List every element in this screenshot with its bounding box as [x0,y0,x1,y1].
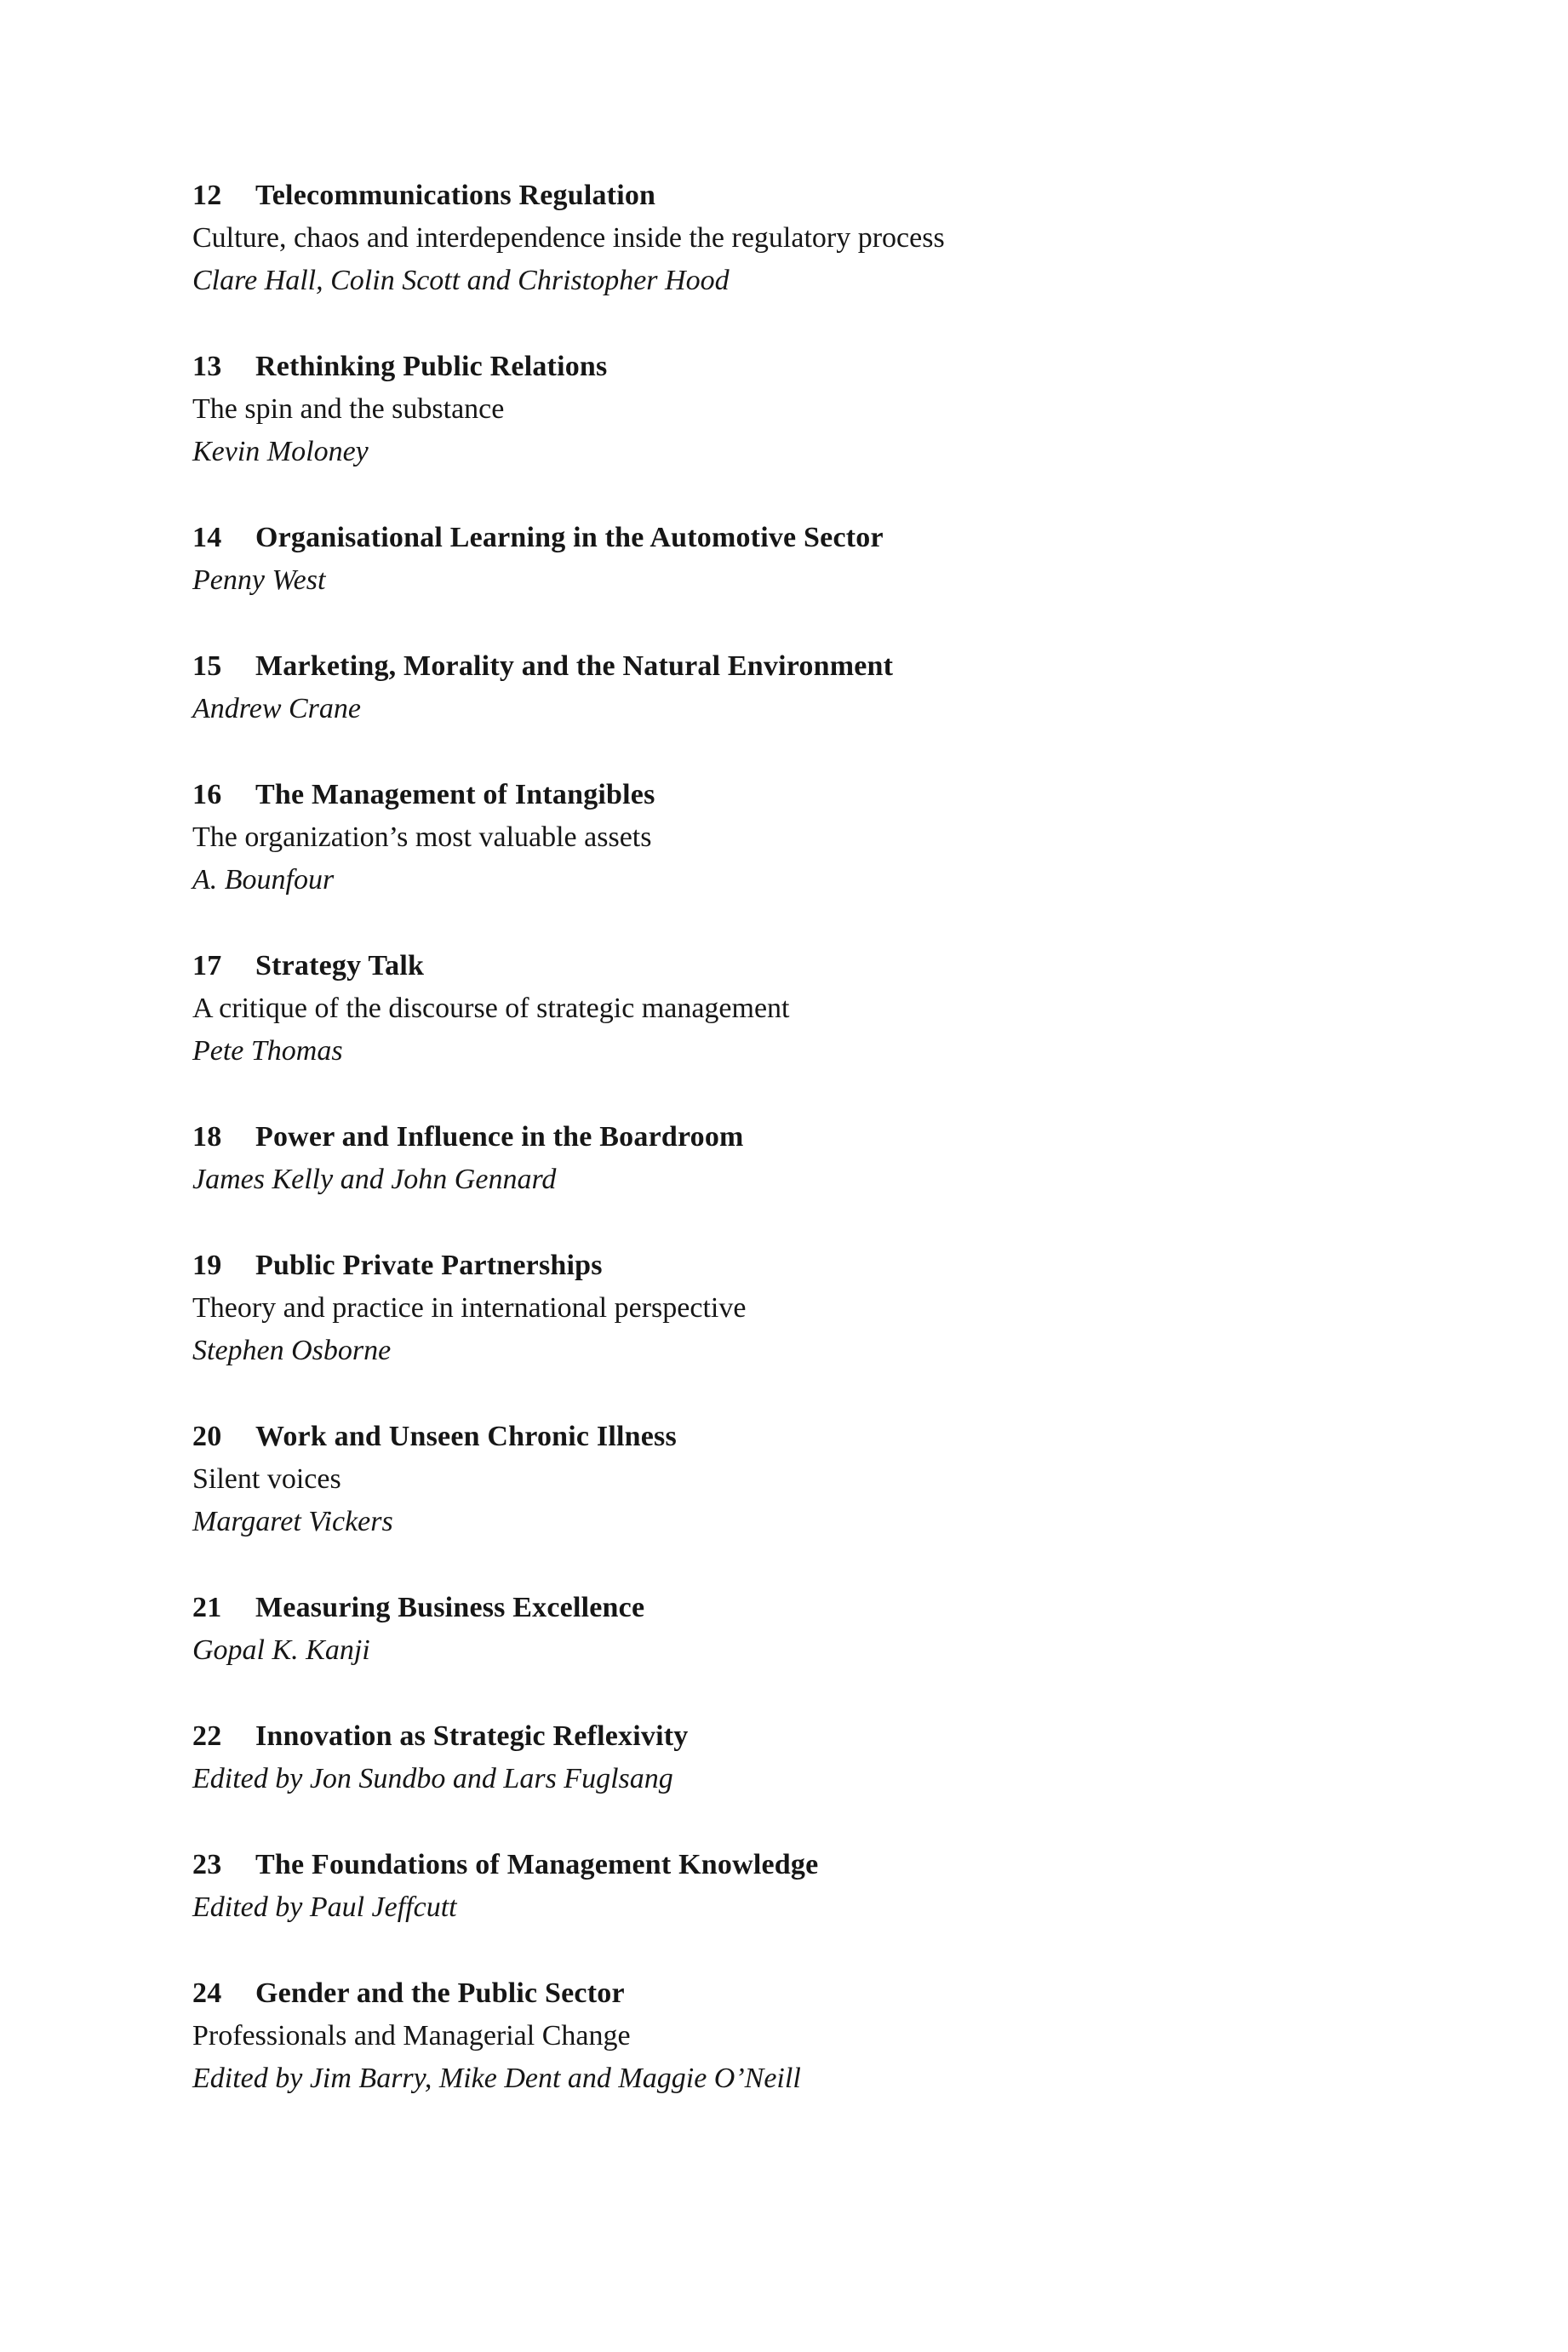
entry-number: 24 [192,1977,222,2009]
series-entry [192,774,1432,901]
entry-authors: A. Bounfour [192,864,335,896]
entry-title: The Management of Intangibles [255,779,655,810]
entry-title-line [192,517,1432,559]
entry-number: 20 [192,1421,222,1452]
entry-title-line [192,945,1432,987]
entry-title: Work and Unseen Chronic Illness [255,1421,677,1452]
entry-authors: Pete Thomas [192,1035,343,1067]
entry-number: 15 [192,650,222,682]
entry-title: Innovation as Strategic Reflexivity [255,1720,689,1752]
entry-authors: Edited by Paul Jeffcutt [192,1891,457,1923]
entry-subtitle: The organization’s most valuable assets [192,821,652,853]
entry-title: Measuring Business Excellence [255,1592,645,1623]
entry-authors: Andrew Crane [192,693,362,724]
series-entry [192,945,1432,1073]
entry-subtitle: Theory and practice in international perspective [192,1292,747,1324]
entry-title: Telecommunications Regulation [255,180,656,211]
entry-title: Strategy Talk [255,950,425,981]
entry-number: 19 [192,1250,222,1281]
entry-title-line [192,175,1432,217]
entry-title: Gender and the Public Sector [255,1977,625,2009]
entry-title-line [192,1715,1432,1758]
entry-subtitle: Professionals and Managerial Change [192,2020,631,2052]
entry-number: 17 [192,950,222,981]
entry-number: 22 [192,1720,222,1752]
entry-authors: Penny West [192,564,326,596]
entry-authors: Stephen Osborne [192,1335,392,1366]
entry-subtitle: The spin and the substance [192,393,505,425]
entry-number: 18 [192,1121,222,1153]
entry-title: Marketing, Morality and the Natural Environment [255,650,894,682]
series-entry [192,1972,1432,2100]
entry-subtitle: A critique of the discourse of strategic management [192,993,790,1024]
entry-title: Organisational Learning in the Automotive Sector [255,522,884,553]
series-entry [192,1245,1432,1372]
series-entry [192,517,1432,602]
series-entry [192,1116,1432,1201]
entry-title-line [192,1972,1432,2015]
entry-number: 16 [192,779,222,810]
entry-title-line [192,1116,1432,1159]
entry-title: Public Private Partnerships [255,1250,603,1281]
entry-title-line [192,346,1432,388]
entry-authors: Edited by Jim Barry, Mike Dent and Maggie O’Neill [192,2063,801,2094]
entry-title-line [192,1587,1432,1629]
entry-title: Rethinking Public Relations [255,351,608,382]
entry-number: 21 [192,1592,222,1623]
entry-authors: Kevin Moloney [192,436,369,467]
entry-title: The Foundations of Management Knowledge [255,1849,819,1880]
series-entry [192,1416,1432,1543]
entry-number: 13 [192,351,222,382]
series-entry [192,175,1432,302]
series-entry [192,346,1432,473]
entry-number: 23 [192,1849,222,1880]
entry-title-line [192,1245,1432,1287]
entry-authors: Clare Hall, Colin Scott and Christopher Hood [192,265,730,296]
entry-number: 12 [192,180,222,211]
entry-subtitle: Silent voices [192,1463,341,1495]
entry-title-line [192,645,1432,688]
series-entry [192,1587,1432,1672]
entry-subtitle: Culture, chaos and interdependence inside the regulatory process [192,222,945,254]
entry-title-line [192,1844,1432,1886]
entry-number: 14 [192,522,222,553]
series-entry [192,1844,1432,1929]
entry-title-line [192,774,1432,816]
entry-title: Power and Influence in the Boardroom [255,1121,744,1153]
series-entry [192,1715,1432,1800]
entry-authors: Gopal K. Kanji [192,1634,370,1666]
entry-authors: Edited by Jon Sundbo and Lars Fuglsang [192,1763,673,1794]
entry-authors: Margaret Vickers [192,1506,393,1537]
series-entry [192,645,1432,730]
entry-title-line [192,1416,1432,1458]
entry-authors: James Kelly and John Gennard [192,1164,557,1195]
